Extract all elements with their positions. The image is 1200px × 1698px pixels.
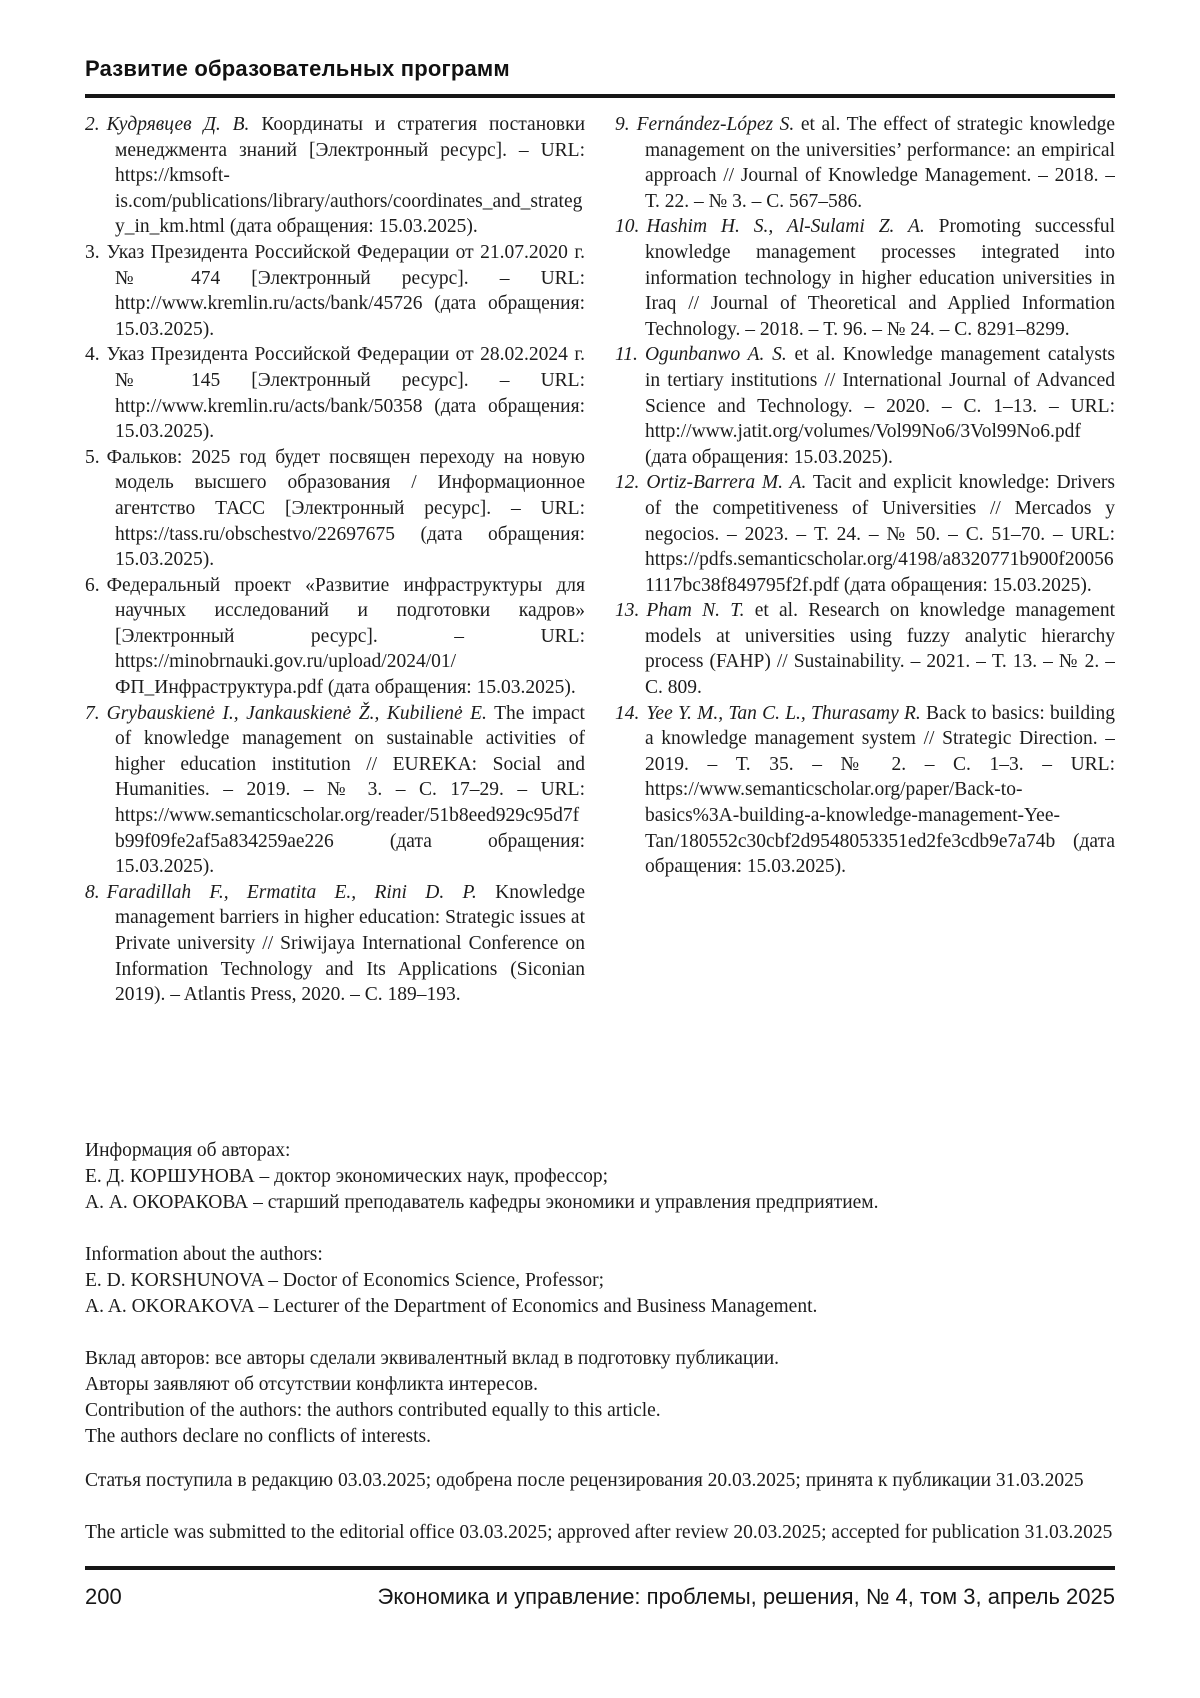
reference-number: 12. [615, 472, 640, 494]
reference-item-5 [85, 445, 585, 573]
reference-number: 3. [85, 241, 100, 263]
reference-authors: Ortiz-Barrera M. A. [646, 472, 807, 494]
reference-text: Координаты и стратегия постановки менеджмента знаний [Электронный ресурс]. – URL: https://kmsoft-is.com/publications/library/authors/coordinates_and_strategy_in_km.html (дата обращения: 15.03.2025). [115, 114, 585, 238]
reference-number: 8. [85, 881, 100, 903]
reference-text: et al. Research on knowledge management models at universities using fuzzy analytic hierarchy process (FAHP) // Sustainability. – 2021. – Т. 13. – № 2. – С. 809. [645, 600, 1115, 699]
contribution-line: Авторы заявляют об отсутствии конфликта интересов. [85, 1374, 538, 1395]
reference-item-12 [615, 470, 1115, 598]
author-line: A. A. OKORAKOVA – Lecturer of the Department of Economics and Business Management. [85, 1296, 818, 1317]
reference-text: Promoting successful knowledge management processes integrated into information technology in higher education universities in Iraq // Journal of Theoretical and Applied Information Technology. – 2018. – Т. 96. – № 24. – С. 8291–8299. [645, 216, 1115, 340]
reference-text: Фальков: 2025 год будет посвящен переходу на новую модель высшего образования / Информационное агентство ТАСС [Электронный ресурс]. – URL: https://tass.ru/obschestvo/22697675 (дата обращения: 15.03.2025). [106, 446, 585, 571]
reference-number: 2. [85, 114, 100, 135]
reference-item-10 [615, 214, 1115, 342]
reference-item-9 [615, 112, 1115, 214]
submission-en-text: The article was submitted to the editorial office 03.03.2025; approved after review 20.03.2025; accepted for publication 31.03.2025 [85, 1522, 1113, 1543]
reference-number: 9. [615, 114, 630, 135]
submission-dates-en [85, 1520, 1115, 1546]
page-number: 200 [85, 1584, 122, 1609]
authors-info-ru [85, 1138, 1115, 1216]
contribution-line: Contribution of the authors: the authors contributed equally to this article. [85, 1400, 661, 1421]
author-line: E. D. KORSHUNOVA – Doctor of Economics Science, Professor; [85, 1270, 605, 1291]
reference-text: Федеральный проект «Развитие инфраструктуры для научных исследований и подготовки кадров» [Электронный ресурс]. – URL: https://minobrnauki.gov.ru/upload/2024/01/ФП_Инфраструктура.pdf (дата обращения: 15.03.2025). [106, 574, 585, 699]
reference-item-6 [85, 573, 585, 701]
references-list [85, 112, 1115, 1042]
reference-authors: Fernández-López S. [636, 114, 795, 135]
reference-text: et al. Knowledge management catalysts in tertiary institutions // International Journal of Advanced Science and Technology. – 2020. – С. 1–13. – URL: http://www.jatit.org/volumes/Vol99No6/3Vol99No6.pdf (дата обращения: 15.03.2025). [645, 344, 1115, 468]
reference-text: Указ Президента Российской Федерации от 28.02.2024 г. № 145 [Электронный ресурс]. – URL: http://www.kremlin.ru/acts/bank/50358 (дата обращения: 15.03.2025). [106, 344, 585, 443]
reference-number: 7. [85, 702, 100, 724]
author-line: Е. Д. КОРШУНОВА – доктор экономических наук, профессор; [85, 1166, 609, 1187]
reference-item-14 [615, 701, 1115, 880]
reference-item-7 [85, 701, 585, 880]
reference-authors: Pham N. T. [646, 600, 745, 622]
reference-authors: Hashim H. S., Al-Sulami Z. A. [646, 216, 925, 238]
author-line: А. А. ОКОРАКОВА – старший преподаватель кафедры экономики и управления предприятием. [85, 1192, 879, 1213]
reference-number: 4. [85, 344, 100, 366]
reference-text: Указ Президента Российской Федерации от 21.07.2020 г. № 474 [Электронный ресурс]. – URL: http://www.kremlin.ru/acts/bank/45726 (дата обращения: 15.03.2025). [106, 241, 585, 340]
reference-item-3 [85, 240, 585, 342]
section-header [85, 56, 1115, 98]
reference-item-11 [615, 342, 1115, 470]
reference-number: 5. [85, 446, 100, 468]
reference-text: Knowledge management barriers in higher education: Strategic issues at Private university // Sriwijaya International Conference on Information Technology and Its Applications (Siconian 2019). – Atlantis Press, 2020. – С. 189–193. [115, 881, 586, 1006]
authors-info-en [85, 1242, 1115, 1320]
contribution-line: The authors declare no conflicts of interests. [85, 1426, 432, 1447]
reference-authors: Grybauskienė I., Jankauskienė Ž., Kubilienė E. [106, 702, 487, 724]
reference-text: Tacit and explicit knowledge: Drivers of the competitiveness of Universities // Mercados y negocios. – 2023. – Т. 24. – № 50. – С. 51–70. – URL: https://pdfs.semanticscholar.org/4198/a8320771b900f200561117bc38f849795f2f.pdf (дата обращения: 15.03.2025). [645, 472, 1115, 596]
contribution-line: Вклад авторов: все авторы сделали эквивалентный вклад в подготовку публикации. [85, 1348, 780, 1369]
journal-title-line: Экономика и управление: проблемы, решения, № 4, том 3, апрель 2025 [377, 1584, 1115, 1609]
reference-item-4 [85, 342, 585, 444]
authors-info-ru-heading: Информация об авторах: [85, 1140, 291, 1161]
reference-authors: Yee Y. M., Tan C. L., Thurasamy R. [646, 702, 921, 724]
reference-number: 10. [615, 216, 640, 238]
section-title: Развитие образовательных программ [85, 56, 510, 81]
submission-dates-ru [85, 1468, 1115, 1494]
reference-item-13 [615, 598, 1115, 700]
contribution-statement [85, 1346, 1115, 1450]
reference-text: The impact of knowledge management on sustainable activities of higher education institution // EUREKA: Social and Humanities. – 2019. – № 3. – С. 17–29. – URL: https://www.semanticscholar.org/reader/51b8eed929c95d7fb99f09fe2af5a834259ae226 (дата обращения: 15.03.2025). [115, 702, 585, 878]
reference-number: 13. [615, 600, 640, 622]
reference-text: Back to basics: building a knowledge management system // Strategic Direction. – 2019. – Т. 35. – № 2. – С. 1–3. – URL: https://www.semanticscholar.org/paper/Back-to-basics%3A-building-a-knowledge-management-Yee-Tan/180552c30cbf2d9548053351ed2fe3cdb9e7a74b (дата обращения: 15.03.2025). [645, 702, 1115, 878]
reference-number: 14. [615, 702, 640, 724]
reference-authors: Кудрявцев Д. В. [106, 114, 250, 135]
reference-authors: Ogunbanwo A. S. [644, 344, 787, 366]
reference-authors: Faradillah F., Ermatita E., Rini D. P. [106, 881, 477, 903]
reference-number: 6. [85, 574, 100, 596]
reference-item-8 [85, 880, 585, 1008]
reference-item-2 [85, 112, 585, 240]
reference-number: 11. [615, 344, 638, 366]
submission-ru-text: Статья поступила в редакцию 03.03.2025; одобрена после рецензирования 20.03.2025; принята к публикации 31.03.2025 [85, 1470, 1084, 1491]
page-footer [85, 1566, 1115, 1610]
authors-info-en-heading: Information about the authors: [85, 1244, 323, 1265]
reference-text: et al. The effect of strategic knowledge management on the universities’ performance: an empirical approach // Journal of Knowledge Management. – 2018. – Т. 22. – № 3. – С. 567–586. [645, 114, 1115, 212]
